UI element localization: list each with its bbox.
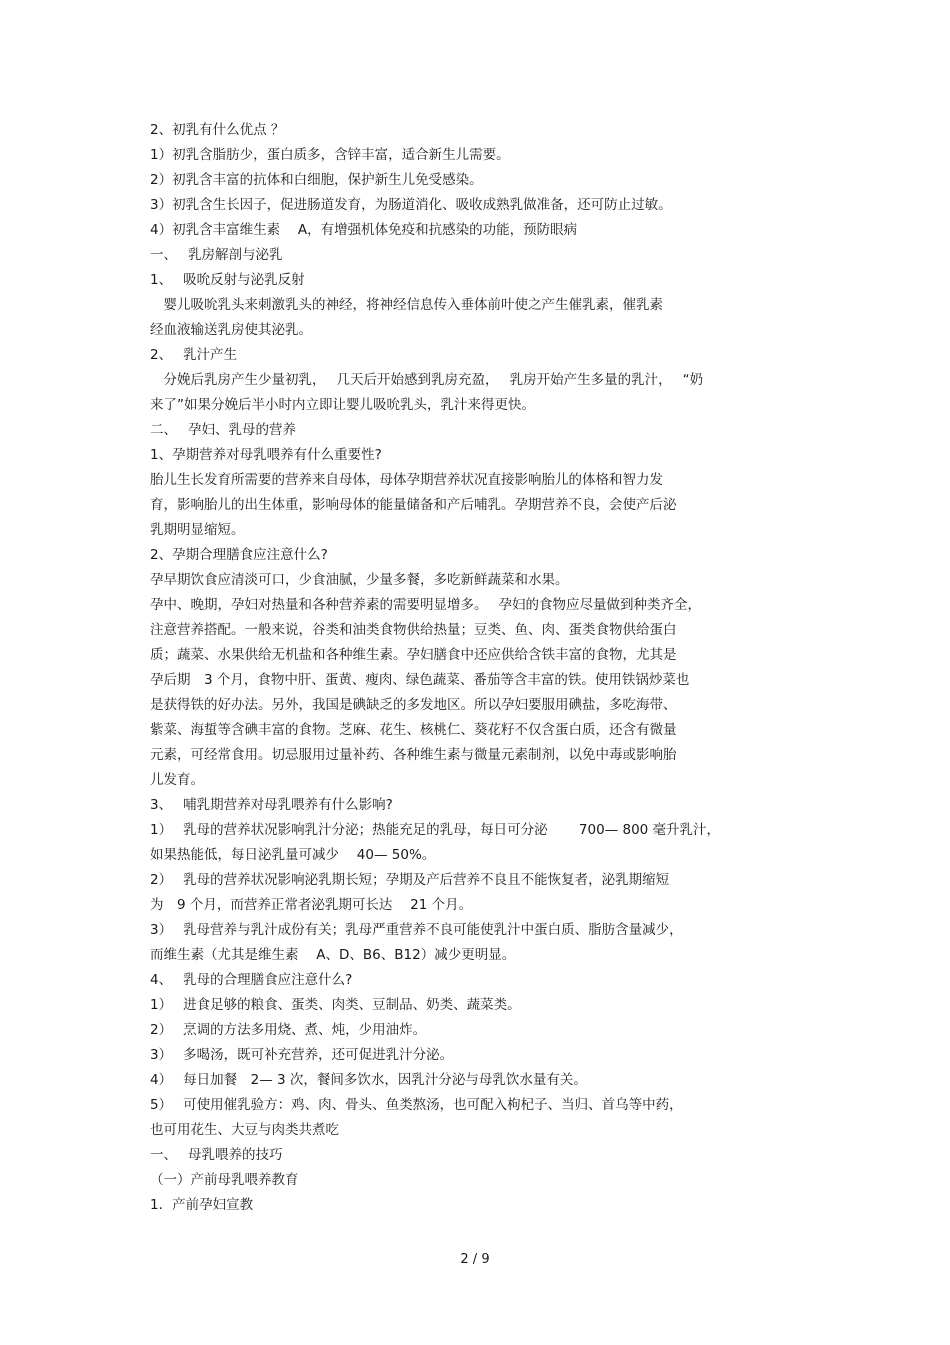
text-line: 2、初乳有什么优点 ？: [150, 122, 285, 138]
text-line: 孕后期 3 个月，食物中肝、蛋黄、瘦肉、绿色蔬菜、番茄等含丰富的铁。使用铁锅炒菜也: [150, 672, 690, 688]
text-line: （一）产前母乳喂养教育: [150, 1172, 299, 1188]
page-number: 2 / 9: [460, 1252, 490, 1267]
text-line: 5） 可使用催乳验方：鸡、肉、骨头、鱼类熬汤，也可配入枸杞子、当归、首乌等中药，: [150, 1097, 683, 1113]
text-line: 分娩后乳房产生少量初乳， 几天后开始感到乳房充盈， 乳房开始产生多量的乳汁， “奶: [150, 372, 704, 388]
text-line: 经血液输送乳房使其泌乳。: [150, 322, 312, 338]
text-line: 1） 进食足够的粮食、蛋类、肉类、豆制品、奶类、蔬菜类。: [150, 997, 521, 1013]
text-line: 胎儿生长发育所需要的营养来自母体，母体孕期营养状况直接影响胎儿的体格和智力发: [150, 472, 663, 488]
text-line: 乳期明显缩短。: [150, 522, 245, 538]
text-line: 如果热能低，每日泌乳量可减少 40— 50%。: [150, 847, 436, 863]
text-line: 2） 烹调的方法多用烧、煮、炖，少用油炸。: [150, 1022, 427, 1038]
text-line: 1） 乳母的营养状况影响乳汁分泌；热能充足的乳母，每日可分泌 700— 800 毫升乳汁，: [150, 822, 721, 838]
text-line: 4） 每日加餐 2— 3 次，餐间多饮水，因乳汁分泌与母乳饮水量有关。: [150, 1072, 587, 1088]
text-line: 儿发育。: [150, 772, 204, 788]
text-line: 1．产前孕妇宣教: [150, 1197, 254, 1213]
text-line: 3）初乳含生长因子，促进肠道发育，为肠道消化、吸收成熟乳做准备，还可防止过敏。: [150, 197, 672, 213]
text-line: 注意营养搭配。一般来说，谷类和油类食物供给热量；豆类、鱼、肉、蛋类食物供给蛋白: [150, 622, 677, 638]
text-line: 紫菜、海蜇等含碘丰富的食物。芝麻、花生、核桃仁、葵花籽不仅含蛋白质，还含有微量: [150, 722, 677, 738]
text-line: 元素，可经常食用。切忌服用过量补药、各种维生素与微量元素制剂，以免中毒或影响胎: [150, 747, 677, 763]
text-line: 4）初乳含丰富维生素 A，有增强机体免疫和抗感染的功能，预防眼病: [150, 222, 578, 238]
text-line: 来了”如果分娩后半小时内立即让婴儿吸吮乳头，乳汁来得更快。: [150, 397, 535, 413]
text-line: 一、 母乳喂养的技巧: [150, 1147, 283, 1163]
text-line: 3） 乳母营养与乳汁成份有关；乳母严重营养不良可能使乳汁中蛋白质、脂肪含量减少，: [150, 922, 683, 938]
text-line: 2、孕期合理膳食应注意什么?: [150, 547, 328, 563]
text-line: 2）初乳含丰富的抗体和白细胞，保护新生儿免受感染。: [150, 172, 483, 188]
text-line: 2） 乳母的营养状况影响泌乳期长短；孕期及产后营养不良且不能恢复者，泌乳期缩短: [150, 872, 670, 888]
text-line: 二、 孕妇、乳母的营养: [150, 422, 297, 438]
text-line: 育，影响胎儿的出生体重，影响母体的能量储备和产后哺乳。孕期营养不良，会使产后泌: [150, 497, 677, 513]
text-line: 3） 多喝汤，既可补充营养，还可促进乳汁分泌。: [150, 1047, 454, 1063]
text-line: 1、 吸吮反射与泌乳反射: [150, 272, 305, 288]
text-line: 为 9 个月，而营养正常者泌乳期可长达 21 个月。: [150, 897, 473, 913]
text-line: 4、 乳母的合理膳食应注意什么?: [150, 972, 353, 988]
text-line: 婴儿吸吮乳头来刺激乳头的神经，将神经信息传入垂体前叶使之产生催乳素，催乳素: [150, 297, 663, 313]
text-line: 2、 乳汁产生: [150, 347, 238, 363]
text-line: 也可用花生、大豆与肉类共煮吃: [150, 1122, 339, 1138]
text-line: 一、 乳房解剖与泌乳: [150, 247, 283, 263]
text-line: 孕早期饮食应清淡可口，少食油腻，少量多餐，多吃新鲜蔬菜和水果。: [150, 572, 569, 588]
text-line: 3、 哺乳期营养对母乳喂养有什么影响?: [150, 797, 393, 813]
text-line: 是获得铁的好办法。另外，我国是碘缺乏的多发地区。所以孕妇要服用碘盐，多吃海带、: [150, 697, 677, 713]
text-line: 孕中、晚期，孕妇对热量和各种营养素的需要明显增多。 孕妇的食物应尽量做到种类齐全，: [150, 597, 702, 613]
text-line: 质；蔬菜、水果供给无机盐和各种维生素。孕妇膳食中还应供给含铁丰富的食物，尤其是: [150, 647, 677, 663]
text-line: 而维生素（尤其是维生素 A、D、B6、B12）减少更明显。: [150, 947, 516, 963]
text-line: 1、孕期营养对母乳喂养有什么重要性?: [150, 447, 382, 463]
text-line: 1）初乳含脂肪少，蛋白质多，含锌丰富，适合新生儿需要。: [150, 147, 510, 163]
